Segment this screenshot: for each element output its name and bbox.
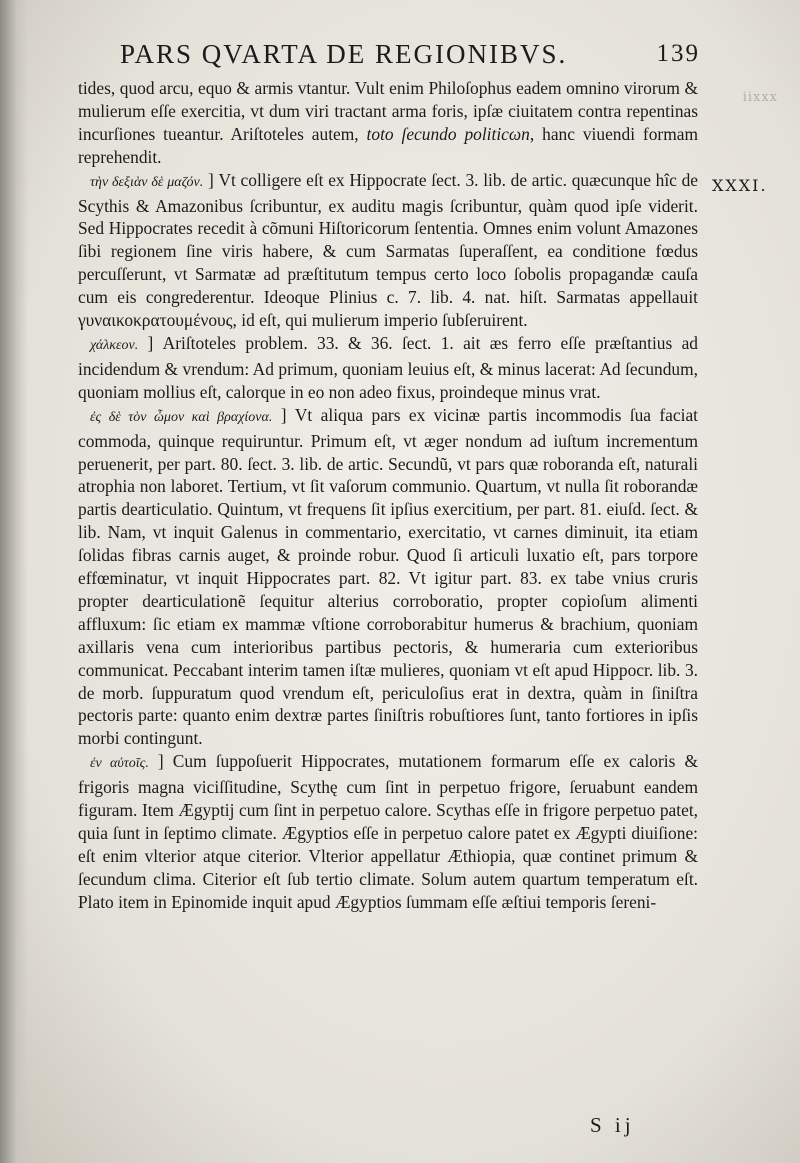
- paragraph-text: ] Vt aliqua pars ex vicinæ partis incommodis ſua faciat commoda, quinque requiruntur. Primum eſt, vt æger nondum ad iuſtum incrementum peruenerit, per part. 80. ſect. 3. lib. de artic. Secundũ, vt pars quæ roboranda eſt, naturali atrophia non laboret. Tertium, vt ſit vaſorum communio. Quartum, vt nulla ſit roborandæ partis dearticulatio. Quintum, vt frequens ſit ipſius exercitium, per part. 81. eiuſd. ſect. & lib. Nam, vt inquit Galenus in commentario, exercitatio, vt carnes diminuit, ita etiam ſolidas fibras carnis auget, & proinde robur. Quod ſi articuli luxatio eſt, pars torpore effœminatur, vt inquit Hippocrates part. 82. Vt igitur part. 83. ex tabe vnius cruris propter dearticulationẽ ſequitur alterius corroboratio, propter copioſum alimenti affluxum: ſic etiam ex mammæ vſtione corroborabitur humerus & brachium, quoniam axillaris vena cum interioribus partibus pectoris, & humeraria cum exterioribus communicat. Peccabant interim tamen iſtæ mulieres, quoniam vt eſt apud Hippocr. lib. 3. de morb. ſuppuratum quod vrendum eſt, periculoſius erat in dextra, quàm in ſiniſtra pectoris parte: quanto enim dextræ partes ſiniſtris robuſtiores ſunt, tanto fortiores in ipſis morbi contingunt.: [78, 404, 698, 749]
- paragraph-5: [78, 750, 698, 913]
- paragraph-text: ] Cum ſuppoſuerit Hippocrates, mutationem formarum eſſe ex caloris & frigoris magna viciſſitudine, Scythę cum ſint in perpetuo frigore, ſeruabunt eandem figuram. Item Ægyptij cum ſint in perpetuo calore. Scythas eſſe in frigore perpetuo patet, quia ſunt in ſeptimo climate. Ægyptios eſſe in perpetuo calore patet ex Ægypti diuiſione: eſt enim vlterior atque citerior. Vlterior appellatur Æthiopia, quæ continet primum & ſecundum clima. Citerior eſt ſub tertio climate. Solum autem quartum temperatum eſt. Plato item in Epinomide inquit apud Ægyptios ſummam eſſe æſtiui temporis ſereni-: [78, 751, 698, 912]
- greek-lemma: ἐς δὲ τὸν ὦμον καὶ βραχίονα.: [90, 409, 273, 425]
- paragraph-3: [78, 332, 698, 404]
- folio-number: 139: [656, 40, 700, 67]
- paragraph-text: tides, quod arcu, equo & armis vtantur. Vult enim Philoſophus eadem omnino virorum & mulierum eſſe exercitia, vt dum viri tractant arma foris, ipſæ ciuitatem contra repentinas incurſiones tueantur. Ariſtoteles autem,: [78, 78, 698, 144]
- paragraph-tail: , hanc viuendi formam reprehendit.: [78, 123, 698, 167]
- paragraph-text: ] Vt colligere eſt ex Hippocrate ſect. 3. lib. de artic. quæcunque hîc de Scythis & Amazonibus ſcribuntur, ex auditu magis ſcribuntur, quàm quod ipſe viderit. Sed Hippocrates recedit à cõmuni Hiſtoricorum ſententia. Omnes enim volunt Amazones ſibi regionem ſine viris habere, & cum Sarmatas ſuperaſſent, ea conditione fœdus percuſſerunt, vt Sarmatæ ad præſtitutum tempus certo loco ſobolis propagandæ cauſa cum eis congrederentur. Ideoque Plinius c. 7. lib. 4. nat. hiſt. Sarmatas appellauit γυναικοκρατουμένους, id eſt, qui mulierum imperio ſubſeruirent.: [78, 169, 699, 331]
- signature-mark: S ij: [590, 1113, 635, 1137]
- greek-lemma: χάλκεον.: [90, 337, 139, 353]
- greek-lemma: τὴν δεξιὰν δὲ μαζόν.: [90, 174, 204, 190]
- paragraph-2: [78, 169, 698, 332]
- paragraph-1: [78, 77, 698, 169]
- body-text: [78, 77, 698, 914]
- paragraph-text: ] Ariſtoteles problem. 33. & 36. ſect. 1. ait æs ferro eſſe præſtantius ad incidendum & vrendum: Ad primum, quoniam leuius eſt, & minus lacerat: Ad ſecundum, quoniam mollius eſt, calorque in eo non adeo fixus, proindeque minus vrat.: [78, 332, 698, 402]
- page-gutter-shadow: [0, 0, 28, 1163]
- page-header: [120, 34, 700, 74]
- greek-lemma: ἐν αὐτοῖς.: [90, 756, 149, 772]
- show-through-text: iixxx: [742, 90, 778, 105]
- italic-reference: toto ſecundo politicωn: [366, 123, 530, 144]
- paragraph-4: [78, 404, 698, 751]
- margin-note: XXXI.: [712, 176, 768, 195]
- running-title: PARS QVARTA DE REGIONIBVS.: [120, 38, 568, 69]
